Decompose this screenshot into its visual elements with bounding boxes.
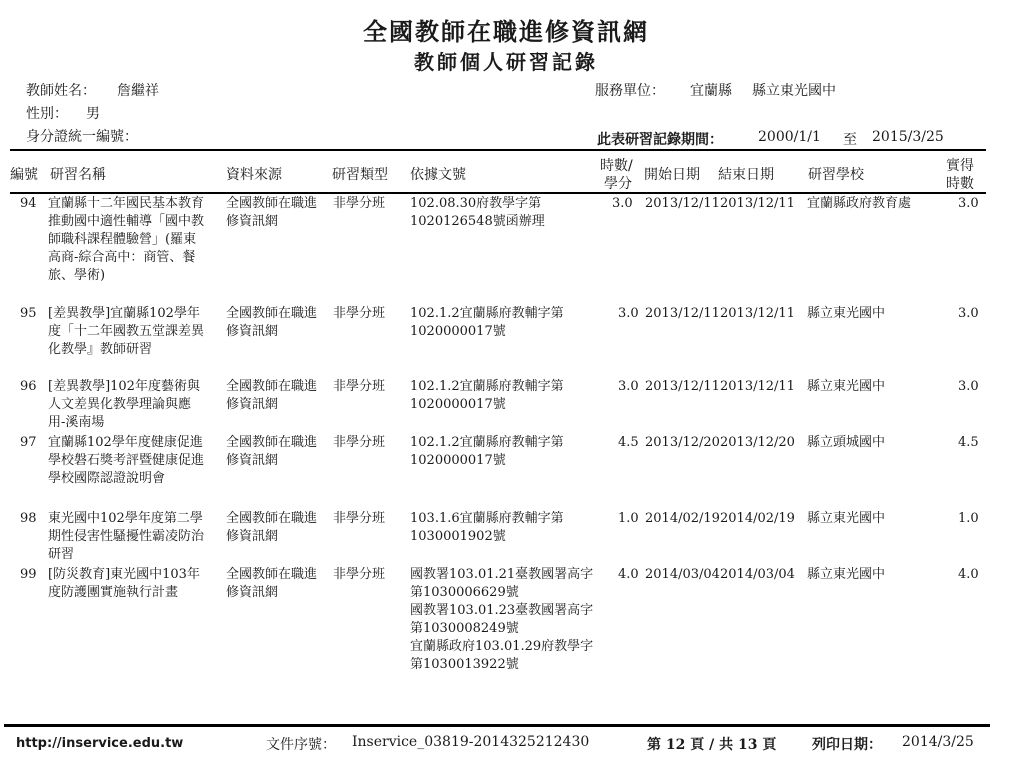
record-period-label: 此表研習記錄期間：	[597, 132, 723, 148]
footer-page-indicator: 第 12 頁 / 共 13 頁	[647, 737, 777, 753]
row-end-date: 2014/02/19	[720, 511, 795, 526]
row-doc-no: 102.1.2宜蘭縣府教輔字第1020000017號	[410, 435, 564, 468]
row-source: 全國教師在職進修資訊網	[226, 306, 318, 339]
row-earned-hours: 3.0	[958, 379, 979, 394]
row-school: 縣立東光國中	[807, 306, 886, 321]
document-title: 全國教師在職進修資訊網	[363, 17, 649, 46]
table-top-rule	[10, 149, 986, 151]
row-hours: 4.5	[618, 435, 639, 450]
row-school: 縣立東光國中	[807, 567, 886, 582]
row-hours: 3.0	[618, 306, 639, 321]
row-type: 非學分班	[333, 567, 386, 582]
row-source: 全國教師在職進修資訊網	[226, 196, 318, 229]
row-hours: 3.0	[618, 379, 639, 394]
col-header-type: 研習類型	[332, 167, 388, 183]
row-start-date: 2013/12/11	[645, 196, 720, 211]
id-number-label: 身分證統一編號：	[26, 129, 138, 145]
col-header-source: 資料來源	[226, 167, 282, 183]
gender-value: 男	[86, 106, 100, 122]
row-no: 95	[20, 306, 37, 321]
row-no: 99	[20, 567, 37, 582]
row-school: 縣立頭城國中	[807, 435, 886, 450]
row-earned-hours: 3.0	[958, 196, 979, 211]
row-doc-no: 103.1.6宜蘭縣府教輔字第1030001902號	[410, 511, 564, 544]
row-end-date: 2013/12/11	[720, 379, 795, 394]
row-type: 非學分班	[333, 435, 386, 450]
row-course-name: [差異教學]宜蘭縣102學年度「十二年國教五堂課差異化教學』教師研習	[48, 306, 205, 357]
row-type: 非學分班	[333, 511, 386, 526]
col-header-hours-line1: 時數/	[600, 158, 633, 174]
row-source: 全國教師在職進修資訊網	[226, 567, 318, 600]
row-source: 全國教師在職進修資訊網	[226, 435, 318, 468]
footer-print-date-label: 列印日期：	[812, 737, 882, 753]
row-school: 宜蘭縣政府教育處	[807, 196, 912, 211]
row-doc-no: 102.08.30府教學字第1020126548號函辦理	[410, 196, 545, 229]
row-course-name: [防災教育]東光國中103年度防護團實施執行計畫	[48, 567, 200, 600]
row-no: 98	[20, 511, 37, 526]
col-header-no: 編號	[10, 167, 38, 183]
col-header-end: 結束日期	[718, 167, 774, 183]
record-period-end: 2015/3/25	[872, 129, 944, 145]
footer-doc-no-value: Inservice_03819-2014325212430	[352, 734, 590, 750]
row-earned-hours: 1.0	[958, 511, 979, 526]
col-header-name: 研習名稱	[50, 167, 106, 183]
service-unit-county: 宜蘭縣	[690, 83, 732, 99]
row-start-date: 2014/03/04	[645, 567, 720, 582]
row-doc-no: 102.1.2宜蘭縣府教輔字第1020000017號	[410, 379, 564, 412]
row-type: 非學分班	[333, 379, 386, 394]
row-course-name: 宜蘭縣十二年國民基本教育推動國中適性輔導「國中教師職科課程體驗營」(羅東高商-綜合高中：商管、餐旅、學術)	[48, 196, 205, 283]
footer-url[interactable]: http://inservice.edu.tw	[16, 736, 184, 751]
row-school: 縣立東光國中	[807, 511, 886, 526]
row-no: 97	[20, 435, 37, 450]
row-earned-hours: 3.0	[958, 306, 979, 321]
col-header-hours-line2: 學分	[604, 176, 632, 192]
row-school: 縣立東光國中	[807, 379, 886, 394]
row-start-date: 2013/12/20	[645, 435, 720, 450]
row-no: 96	[20, 379, 37, 394]
row-course-name: [差異教學]102年度藝術與人文差異化教學理論與應用-溪南場	[48, 379, 200, 430]
record-period-start: 2000/1/1	[758, 129, 821, 145]
teacher-name-value: 詹繼祥	[117, 83, 159, 99]
col-header-earned-line1: 實得	[946, 158, 974, 174]
row-end-date: 2013/12/11	[720, 196, 795, 211]
table-header-rule	[10, 192, 986, 194]
teacher-name-label: 教師姓名：	[26, 83, 96, 99]
col-header-start: 開始日期	[644, 167, 700, 183]
row-type: 非學分班	[333, 196, 386, 211]
document-subtitle: 教師個人研習記錄	[414, 50, 598, 74]
row-earned-hours: 4.0	[958, 567, 979, 582]
row-type: 非學分班	[333, 306, 386, 321]
row-hours: 4.0	[618, 567, 639, 582]
footer-rule	[4, 724, 990, 727]
record-period-to: 至	[843, 132, 857, 148]
footer-doc-no-label: 文件序號：	[266, 737, 336, 753]
row-end-date: 2014/03/04	[720, 567, 795, 582]
row-course-name: 宜蘭縣102學年度健康促進學校磐石獎考評暨健康促進學校國際認證說明會	[48, 435, 205, 486]
row-start-date: 2013/12/11	[645, 379, 720, 394]
col-header-doc: 依據文號	[410, 167, 466, 183]
row-course-name: 東光國中102學年度第二學期性侵害性騷擾性霸凌防治研習	[48, 511, 205, 562]
footer-print-date-value: 2014/3/25	[902, 734, 974, 750]
row-end-date: 2013/12/20	[720, 435, 795, 450]
row-doc-no: 國教署103.01.21臺教國署高字第1030006629號 國教署103.01.23臺教國署高字第1030008249號 宜蘭縣政府103.01.29府教學字第1030013922號	[410, 567, 594, 672]
col-header-school: 研習學校	[808, 167, 864, 183]
service-unit-label: 服務單位：	[595, 83, 665, 99]
service-unit-school: 縣立東光國中	[752, 83, 836, 99]
gender-label: 性別：	[26, 106, 68, 122]
row-hours: 1.0	[618, 511, 639, 526]
row-hours: 3.0	[612, 196, 633, 211]
row-source: 全國教師在職進修資訊網	[226, 379, 318, 412]
row-doc-no: 102.1.2宜蘭縣府教輔字第1020000017號	[410, 306, 564, 339]
row-start-date: 2013/12/11	[645, 306, 720, 321]
row-earned-hours: 4.5	[958, 435, 979, 450]
row-start-date: 2014/02/19	[645, 511, 720, 526]
col-header-earned-line2: 時數	[946, 176, 974, 192]
row-no: 94	[20, 196, 37, 211]
row-source: 全國教師在職進修資訊網	[226, 511, 318, 544]
row-end-date: 2013/12/11	[720, 306, 795, 321]
